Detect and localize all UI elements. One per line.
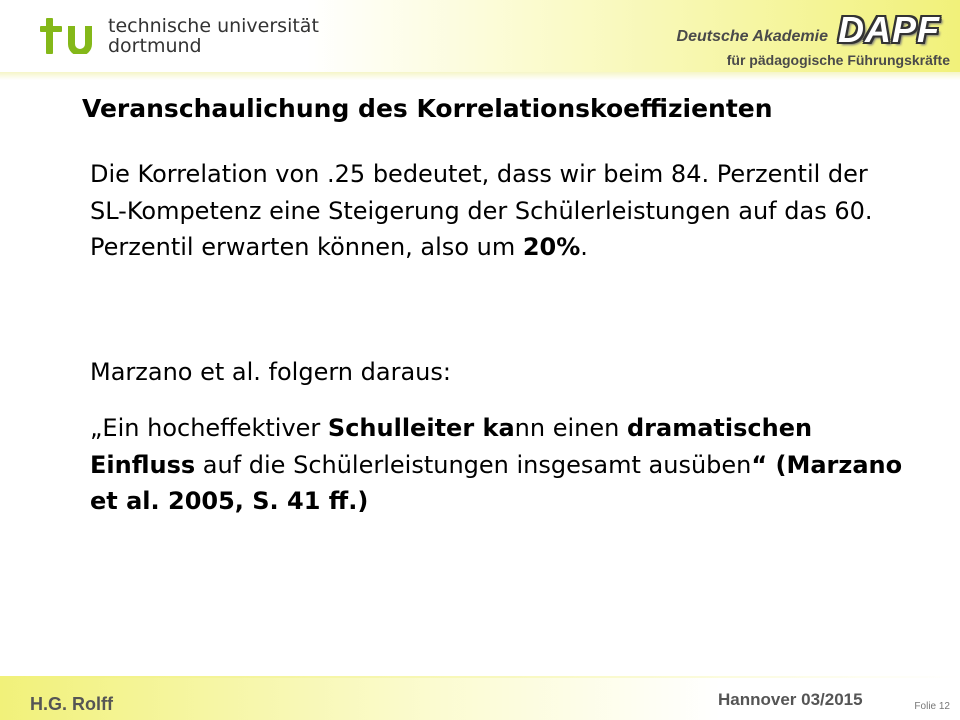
footer-author: H.G. Rolff <box>30 694 113 714</box>
paragraph-correlation-text: Die Korrelation von .25 bedeutet, dass wir beim 84. Perzentil der SL-Kompetenz eine Steigerung der Schülerleistungen auf das 60. Perzentil erwarten können, also um <box>90 160 873 261</box>
dapf-academy-subtitle: für pädagogische Führungskräfte <box>726 52 950 68</box>
quote-citation: “ (Marzano et al. 2005, S. 41 ff.) <box>90 450 903 515</box>
dapf-logo: DAPF <box>838 9 940 50</box>
quote-part-2: nn einen <box>514 414 627 442</box>
dapf-academy-name: Deutsche Akademie <box>676 28 828 45</box>
slide-title: Veranschaulichung des Korrelationskoeffizienten <box>82 94 773 123</box>
tu-logo-line1: technische universität <box>108 15 319 37</box>
highlight-percentage: 20% <box>522 233 581 261</box>
quote-paragraph <box>90 410 910 520</box>
paragraph-correlation-end: . <box>580 233 588 261</box>
quote-part-3: auf die Schülerleistungen insgesamt ausüben <box>195 450 752 479</box>
slide-number: Folie 12 <box>914 701 950 712</box>
tu-logo-line2: dortmund <box>108 35 202 57</box>
footer-place-date: Hannover 03/2015 <box>718 690 863 709</box>
quote-bold-2: dramatischen Einfluss <box>90 414 813 479</box>
paragraph-correlation <box>90 156 910 266</box>
paragraph-marzano-intro: Marzano et al. folgern daraus: <box>90 358 451 386</box>
header-shadow <box>0 72 960 80</box>
tu-logo-text <box>108 16 319 56</box>
quote-part-1: „Ein hocheffektiver <box>90 414 328 442</box>
tu-logo-icon <box>40 18 102 54</box>
quote-bold-1: Schulleiter ka <box>327 414 515 442</box>
